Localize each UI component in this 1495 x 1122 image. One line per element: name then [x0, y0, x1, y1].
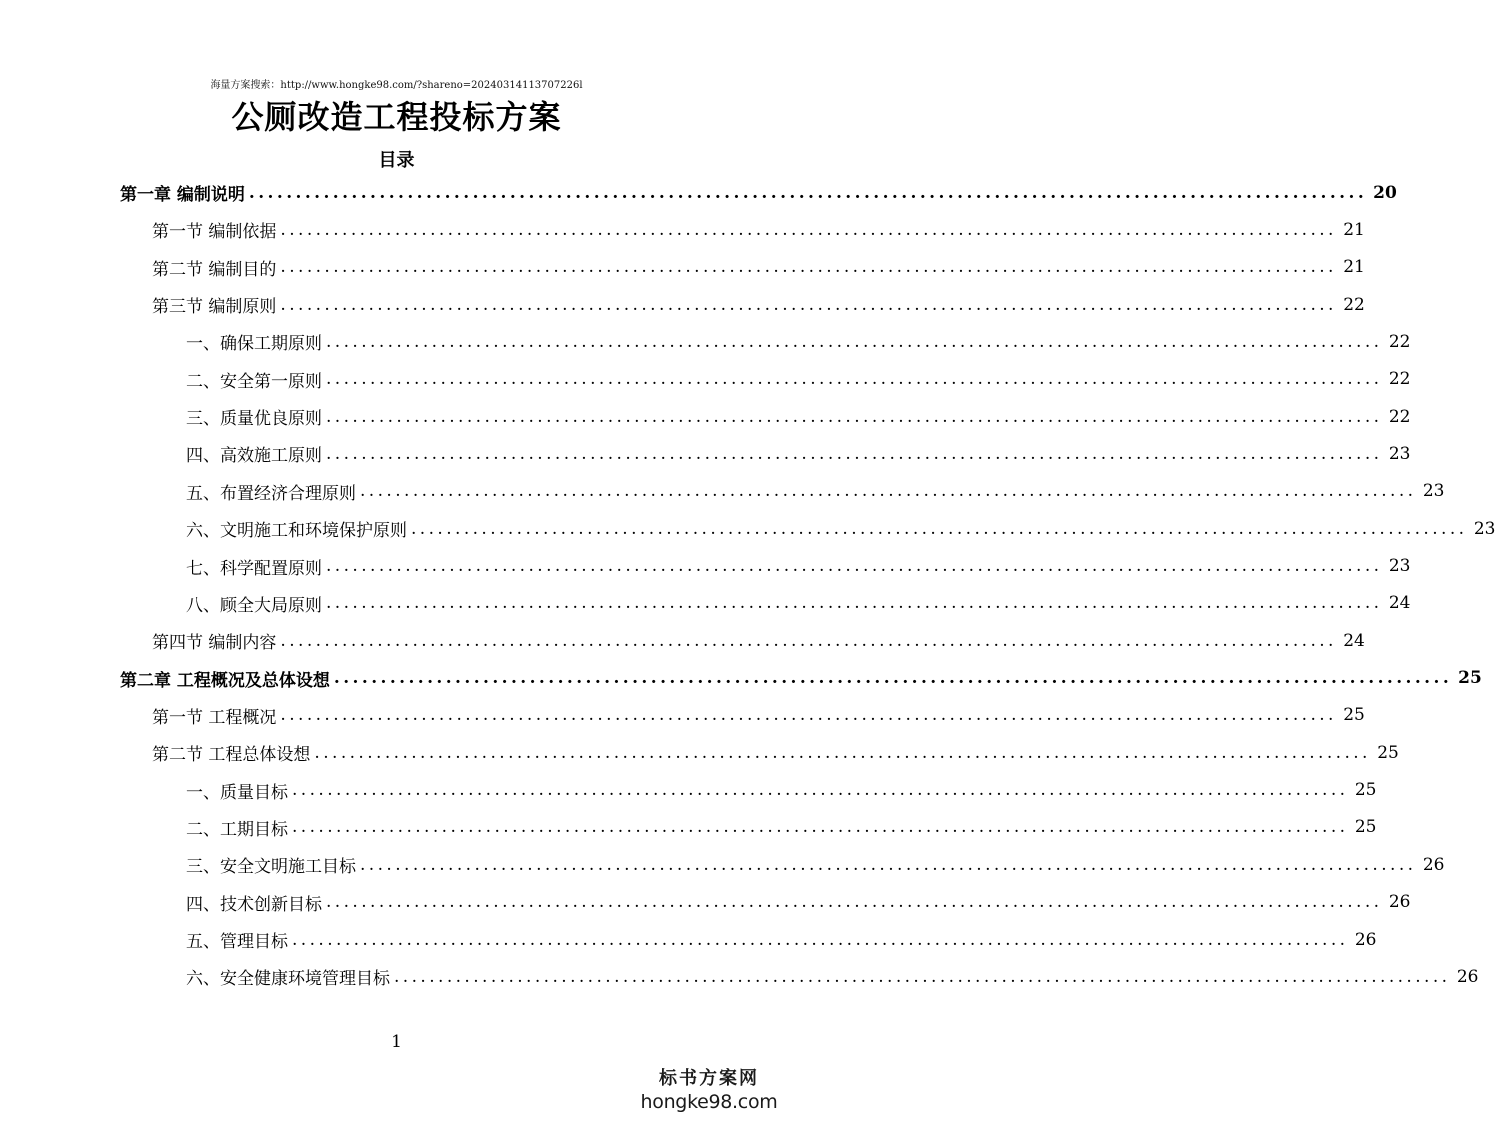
toc-entry[interactable]: [186, 548, 1411, 585]
toc-entry-label: 一、确保工期原则: [186, 334, 322, 355]
toc-dot-leader: ........................................................................................................................: [326, 593, 1383, 614]
toc-entry-page-number: 22: [1388, 369, 1411, 390]
toc-dot-leader: ........................................................................................................................: [326, 331, 1383, 352]
toc-entry-page-number: 26: [1354, 929, 1377, 950]
toc-dot-leader: ........................................................................................................................: [326, 406, 1383, 427]
toc-entry-page-number: 20: [1373, 182, 1397, 203]
toc-dot-leader: ........................................................................................................................: [314, 742, 1371, 763]
toc-entry-page-number: 25: [1377, 742, 1399, 763]
toc-entry[interactable]: [186, 473, 1445, 510]
toc-dot-leader: ........................................................................................................................: [292, 817, 1349, 838]
watermark-cn-text: 标书方案网: [659, 1068, 759, 1089]
toc-entry-label: 第二节 工程总体设想: [152, 745, 311, 766]
toc-heading: 目录: [378, 150, 415, 171]
toc-entry-label: 四、高效施工原则: [186, 446, 322, 467]
toc-entry-page-number: 25: [1354, 780, 1377, 801]
toc-dot-leader: ........................................................................................................................: [326, 892, 1383, 913]
toc-entry-page-number: 22: [1343, 294, 1365, 315]
toc-dot-leader: ........................................................................................................................: [280, 294, 1337, 315]
toc-entry-page-number: 24: [1343, 630, 1365, 651]
toc-entry-page-number: 25: [1458, 668, 1482, 689]
toc-entry[interactable]: [152, 734, 1399, 771]
toc-entry[interactable]: [152, 286, 1365, 323]
toc-entry-label: 二、工期目标: [186, 819, 288, 840]
toc-dot-leader: ........................................................................................................................: [292, 929, 1349, 950]
toc-entry-label: 五、布置经济合理原则: [186, 483, 356, 504]
toc-entry[interactable]: [186, 958, 1479, 995]
toc-entry-label: 第一节 编制依据: [152, 222, 277, 243]
watermark-logo: [639, 1068, 779, 1114]
toc-entry-page-number: 22: [1388, 406, 1411, 427]
toc-entry[interactable]: [152, 622, 1365, 659]
document-title: 公厕改造工程投标方案: [231, 98, 562, 136]
toc-entry-label: 第一节 工程概况: [152, 707, 277, 728]
toc-entry-page-number: 21: [1343, 219, 1365, 240]
toc-dot-leader: ........................................................................................................................: [326, 369, 1383, 390]
toc-dot-leader: ........................................................................................................................: [248, 182, 1368, 203]
toc-entry-page-number: 26: [1456, 966, 1479, 987]
toc-dot-leader: ........................................................................................................................: [280, 257, 1337, 278]
toc-dot-leader: ........................................................................................................................: [280, 630, 1337, 651]
toc-entry-page-number: 26: [1388, 892, 1411, 913]
toc-entry-page-number: 24: [1388, 593, 1411, 614]
toc-entry-page-number: 26: [1422, 854, 1445, 875]
toc-dot-leader: ........................................................................................................................: [326, 443, 1383, 464]
toc-entry[interactable]: [152, 249, 1365, 286]
toc-entry-label: 二、安全第一原则: [186, 371, 322, 392]
page-number: 1: [391, 1032, 402, 1052]
toc-entry[interactable]: [186, 846, 1445, 883]
toc-dot-leader: ........................................................................................................................: [292, 780, 1349, 801]
toc-entry-label: 六、文明施工和环境保护原则: [186, 521, 407, 542]
toc-entry-label: 三、质量优良原则: [186, 409, 322, 430]
toc-entry-page-number: 22: [1388, 331, 1411, 352]
toc-dot-leader: ........................................................................................................................: [360, 481, 1417, 502]
toc-entry-label: 五、管理目标: [186, 932, 288, 952]
toc-entry-label: 第一章 编制说明: [120, 185, 245, 205]
toc-entry-label: 三、安全文明施工目标: [186, 857, 356, 878]
source-url-line: 海量方案搜索：http://www.hongke98.com/?shareno=20240314113707226l: [210, 80, 583, 91]
toc-entry[interactable]: [186, 921, 1377, 958]
toc-entry-label: 一、质量目标: [186, 782, 288, 803]
toc-dot-leader: ........................................................................................................................: [326, 556, 1383, 576]
toc-entry[interactable]: [186, 398, 1411, 435]
toc-entry[interactable]: [186, 884, 1411, 921]
watermark-en-text: hongke98.com: [640, 1091, 778, 1113]
toc-entry[interactable]: [120, 174, 1397, 211]
toc-entry-label: 六、安全健康环境管理目标: [186, 969, 390, 990]
toc-entry-page-number: 21: [1343, 257, 1365, 278]
toc-entry-page-number: 23: [1388, 443, 1411, 464]
toc-entry-label: 第四节 编制内容: [152, 633, 277, 654]
toc-entry-label: 四、技术创新目标: [186, 894, 322, 915]
toc-entry[interactable]: [120, 660, 1482, 697]
toc-entry[interactable]: [152, 697, 1365, 734]
toc-entry-label: 八、顾全大局原则: [186, 595, 322, 616]
toc-dot-leader: ........................................................................................................................: [394, 966, 1451, 987]
toc-entry[interactable]: [186, 323, 1411, 360]
toc-entry[interactable]: [152, 211, 1365, 248]
toc-entry-label: 第三节 编制原则: [152, 297, 277, 318]
toc-entry-label: 第二章 工程概况及总体设想: [120, 670, 330, 691]
toc-dot-leader: ........................................................................................................................: [360, 854, 1417, 875]
toc-entry-label: 七、科学配置原则: [186, 558, 322, 579]
toc-dot-leader: ........................................................................................................................: [411, 518, 1468, 539]
toc-entry[interactable]: [186, 585, 1411, 622]
toc-entry[interactable]: [186, 510, 1495, 547]
toc-entry-page-number: 23: [1388, 556, 1411, 576]
toc-entry-label: 第二节 编制目的: [152, 259, 277, 280]
toc-entry[interactable]: [186, 435, 1411, 472]
toc-entry-page-number: 25: [1354, 817, 1377, 838]
toc-entry[interactable]: [186, 772, 1377, 809]
toc-entry-page-number: 23: [1473, 518, 1495, 539]
toc-entry[interactable]: [186, 809, 1377, 846]
toc-dot-leader: ........................................................................................................................: [280, 219, 1337, 240]
toc-entry-page-number: 25: [1343, 705, 1365, 726]
toc-dot-leader: ........................................................................................................................: [333, 668, 1453, 689]
toc-entry-page-number: 23: [1422, 481, 1445, 502]
toc-dot-leader: ........................................................................................................................: [280, 705, 1337, 726]
toc-entry[interactable]: [186, 361, 1411, 398]
